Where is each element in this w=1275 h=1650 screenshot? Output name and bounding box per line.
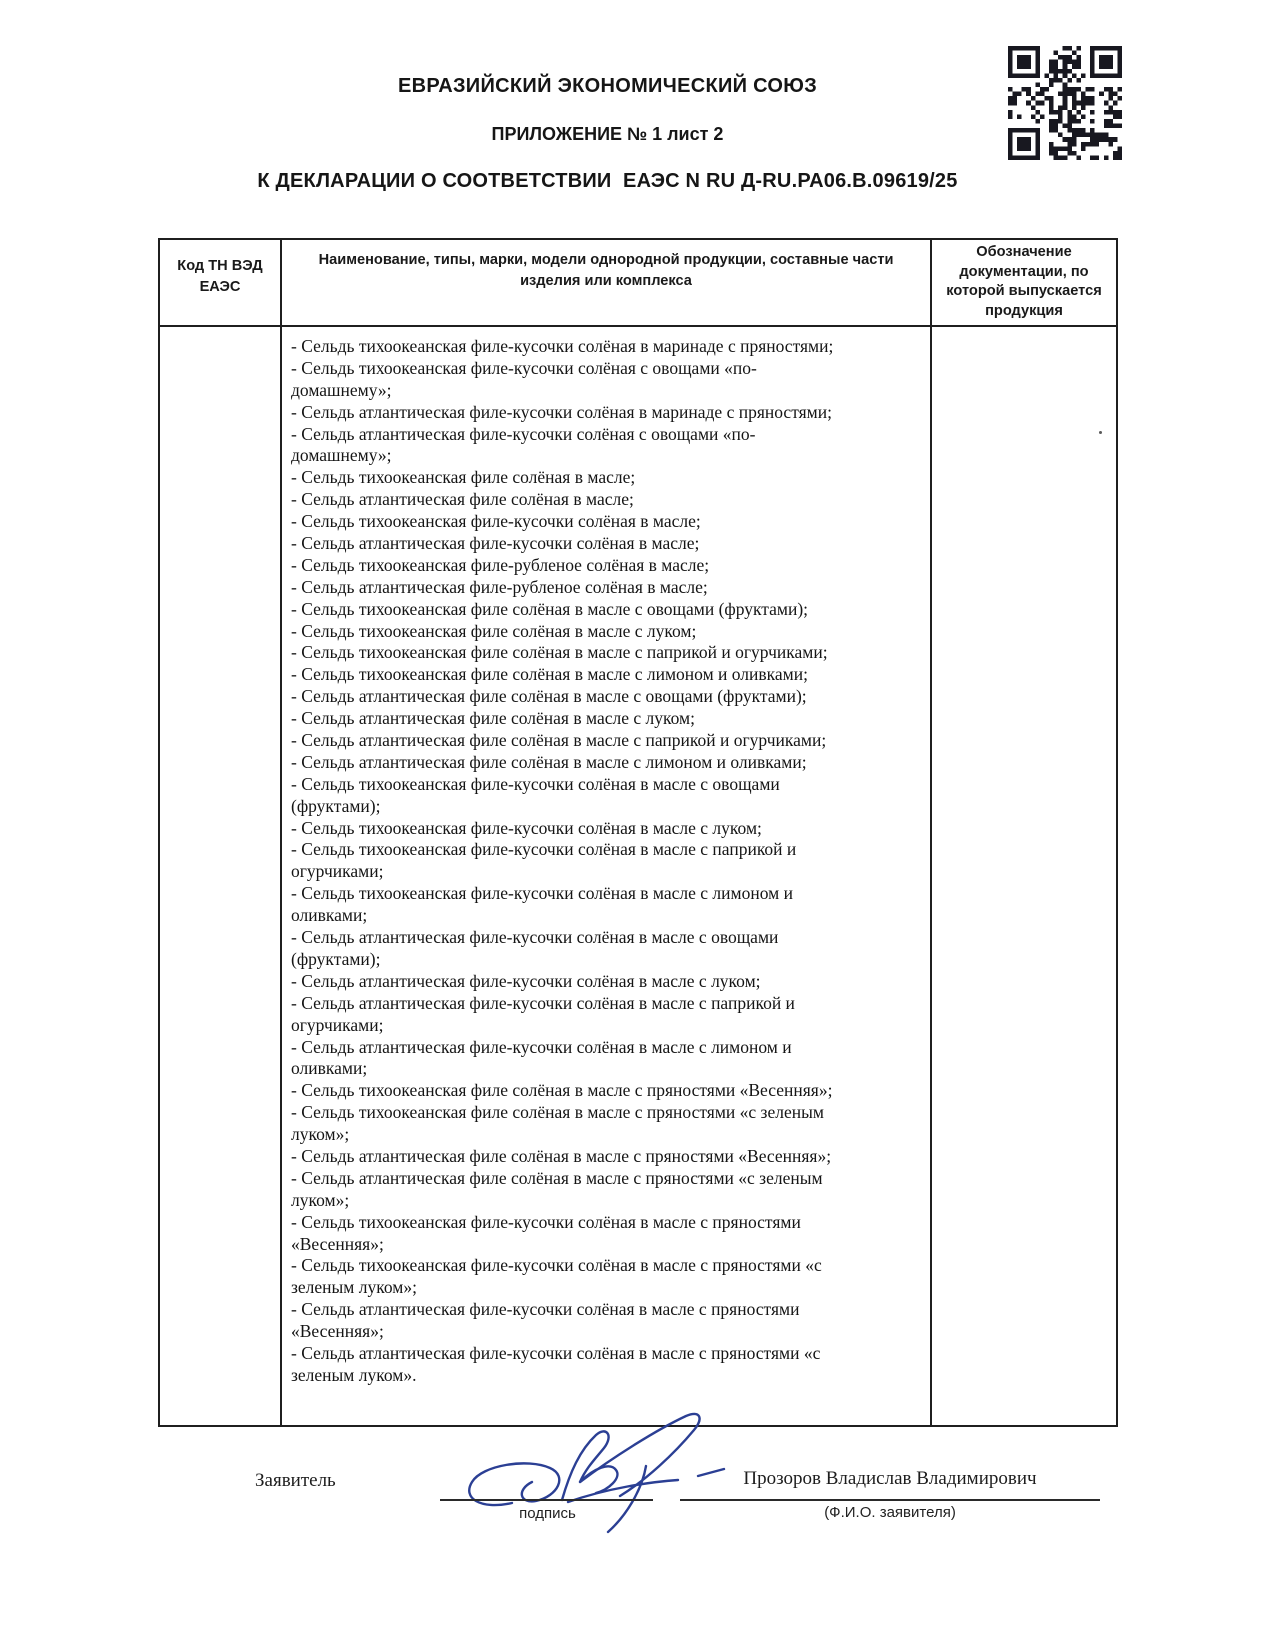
product-line: - Сельдь атлантическая филе солёная в масле с овощами (фруктами); <box>291 686 807 707</box>
product-line: - Сельдь атлантическая филе-кусочки солёная в масле; <box>291 533 700 554</box>
product-line: - Сельдь атлантическая филе солёная в масле; <box>291 489 634 510</box>
products-table <box>158 238 1118 1427</box>
cell-product-list <box>282 327 932 1427</box>
signature-line <box>440 1499 653 1501</box>
product-line: оливками; <box>291 1058 368 1079</box>
declaration-title: К ДЕКЛАРАЦИИ О СООТВЕТСТВИИ ЕАЭС N RU Д-RU.РА06.В.09619/25 <box>257 170 958 192</box>
product-line: - Сельдь атлантическая филе солёная в масле с пряностями «с зеленым <box>291 1167 823 1188</box>
product-line: - Сельдь тихоокеанская филе-кусочки солёная в масле с паприкой и <box>291 839 797 860</box>
product-line: - Сельдь тихоокеанская филе-кусочки солёная в масле с пряностями <box>291 1211 801 1232</box>
product-line: - Сельдь атлантическая филе-кусочки солёная в маринаде с пряностями; <box>291 401 832 422</box>
product-line: - Сельдь тихоокеанская филе-кусочки солёная в масле с луком; <box>291 817 762 838</box>
cell-tnved-code <box>160 327 282 1427</box>
product-line: домашнему»; <box>291 445 392 466</box>
product-line: - Сельдь атлантическая филе солёная в масле с луком; <box>291 708 695 729</box>
product-line: оливками; <box>291 905 368 926</box>
cell-documentation <box>932 327 1116 1427</box>
product-line: - Сельдь атлантическая филе-кусочки солёная в масле с паприкой и <box>291 992 795 1013</box>
product-line: (фруктами); <box>291 948 381 969</box>
product-line: - Сельдь тихоокеанская филе-кусочки солёная в масле с пряностями «с <box>291 1255 822 1276</box>
product-line: - Сельдь тихоокеанская филе-кусочки солёная в масле с лимоном и <box>291 883 793 904</box>
product-line: - Сельдь атлантическая филе солёная в масле с паприкой и огурчиками; <box>291 730 827 751</box>
applicant-name: Прозоров Владислав Владимирович <box>743 1468 1037 1489</box>
ink-speck <box>1099 431 1102 434</box>
product-line: огурчиками; <box>291 1014 384 1035</box>
column-header-tnved-code: Код ТН ВЭД ЕАЭС <box>160 240 282 325</box>
product-line: - Сельдь атлантическая филе-кусочки солёная в масле с луком; <box>291 970 761 991</box>
product-line: зеленым луком»; <box>291 1277 417 1298</box>
product-line: - Сельдь тихоокеанская филе-кусочки солёная в маринаде с пряностями; <box>291 336 834 356</box>
product-line: огурчиками; <box>291 861 384 882</box>
appendix-title: ПРИЛОЖЕНИЕ № 1 лист 2 <box>491 124 724 144</box>
table-body-row <box>160 327 1116 1427</box>
product-line: - Сельдь атлантическая филе-кусочки солёная в масле с овощами <box>291 927 779 948</box>
product-line: - Сельдь тихоокеанская филе солёная в масле с луком; <box>291 620 697 641</box>
product-line: - Сельдь атлантическая филе-кусочки солёная с овощами «по- <box>291 423 756 444</box>
product-line: - Сельдь атлантическая филе солёная в масле с лимоном и оливками; <box>291 751 807 772</box>
product-line: - Сельдь атлантическая филе-кусочки солёная в масле с пряностями <box>291 1299 800 1320</box>
product-line: зеленым луком». <box>291 1364 417 1385</box>
product-line: - Сельдь атлантическая филе солёная в масле с пряностями «Весенняя»; <box>291 1145 832 1166</box>
product-line: домашнему»; <box>291 379 392 400</box>
product-line: - Сельдь тихоокеанская филе солёная в масле с пряностями «с зеленым <box>291 1102 824 1123</box>
column-header-product-names: Наименование, типы, марки, модели однородной продукции, составные части изделия или комплекса <box>282 240 932 325</box>
product-line: - Сельдь тихоокеанская филе солёная в масле с овощами (фруктами); <box>291 598 809 619</box>
applicant-label: Заявитель <box>255 1470 336 1491</box>
signature-caption: подпись <box>519 1505 576 1522</box>
product-line: - Сельдь тихоокеанская филе-кусочки солёная с овощами «по- <box>291 357 757 378</box>
column-header-documentation: Обозначение документации, по которой выпускается продукция <box>946 244 1102 319</box>
product-line: - Сельдь тихоокеанская филе-кусочки солёная в масле; <box>291 511 701 532</box>
product-line: - Сельдь тихоокеанская филе солёная в масле с лимоном и оливками; <box>291 664 808 685</box>
product-line: «Весенняя»; <box>291 1233 384 1254</box>
product-line: - Сельдь тихоокеанская филе солёная в масле с паприкой и огурчиками; <box>291 642 828 663</box>
product-line: - Сельдь атлантическая филе-кусочки солёная в масле с пряностями «с <box>291 1342 821 1363</box>
table-header-row <box>160 240 1116 327</box>
product-line: - Сельдь тихоокеанская филе солёная в масле с пряностями «Весенняя»; <box>291 1080 833 1101</box>
product-line: «Весенняя»; <box>291 1321 384 1342</box>
union-title: ЕВРАЗИЙСКИЙ ЭКОНОМИЧЕСКИЙ СОЮЗ <box>397 75 818 97</box>
product-line: - Сельдь тихоокеанская филе-рубленое солёная в масле; <box>291 554 710 575</box>
product-line: - Сельдь атлантическая филе-кусочки солёная в масле с лимоном и <box>291 1036 792 1057</box>
product-line: - Сельдь тихоокеанская филе солёная в масле; <box>291 467 636 488</box>
name-caption: (Ф.И.О. заявителя) <box>824 1504 956 1521</box>
product-line: луком»; <box>291 1124 350 1145</box>
product-line: (фруктами); <box>291 795 381 816</box>
product-line: луком»; <box>291 1189 350 1210</box>
product-line: - Сельдь атлантическая филе-рубленое солёная в масле; <box>291 576 708 597</box>
name-line <box>680 1499 1100 1501</box>
product-line: - Сельдь тихоокеанская филе-кусочки солёная в масле с овощами <box>291 773 780 794</box>
